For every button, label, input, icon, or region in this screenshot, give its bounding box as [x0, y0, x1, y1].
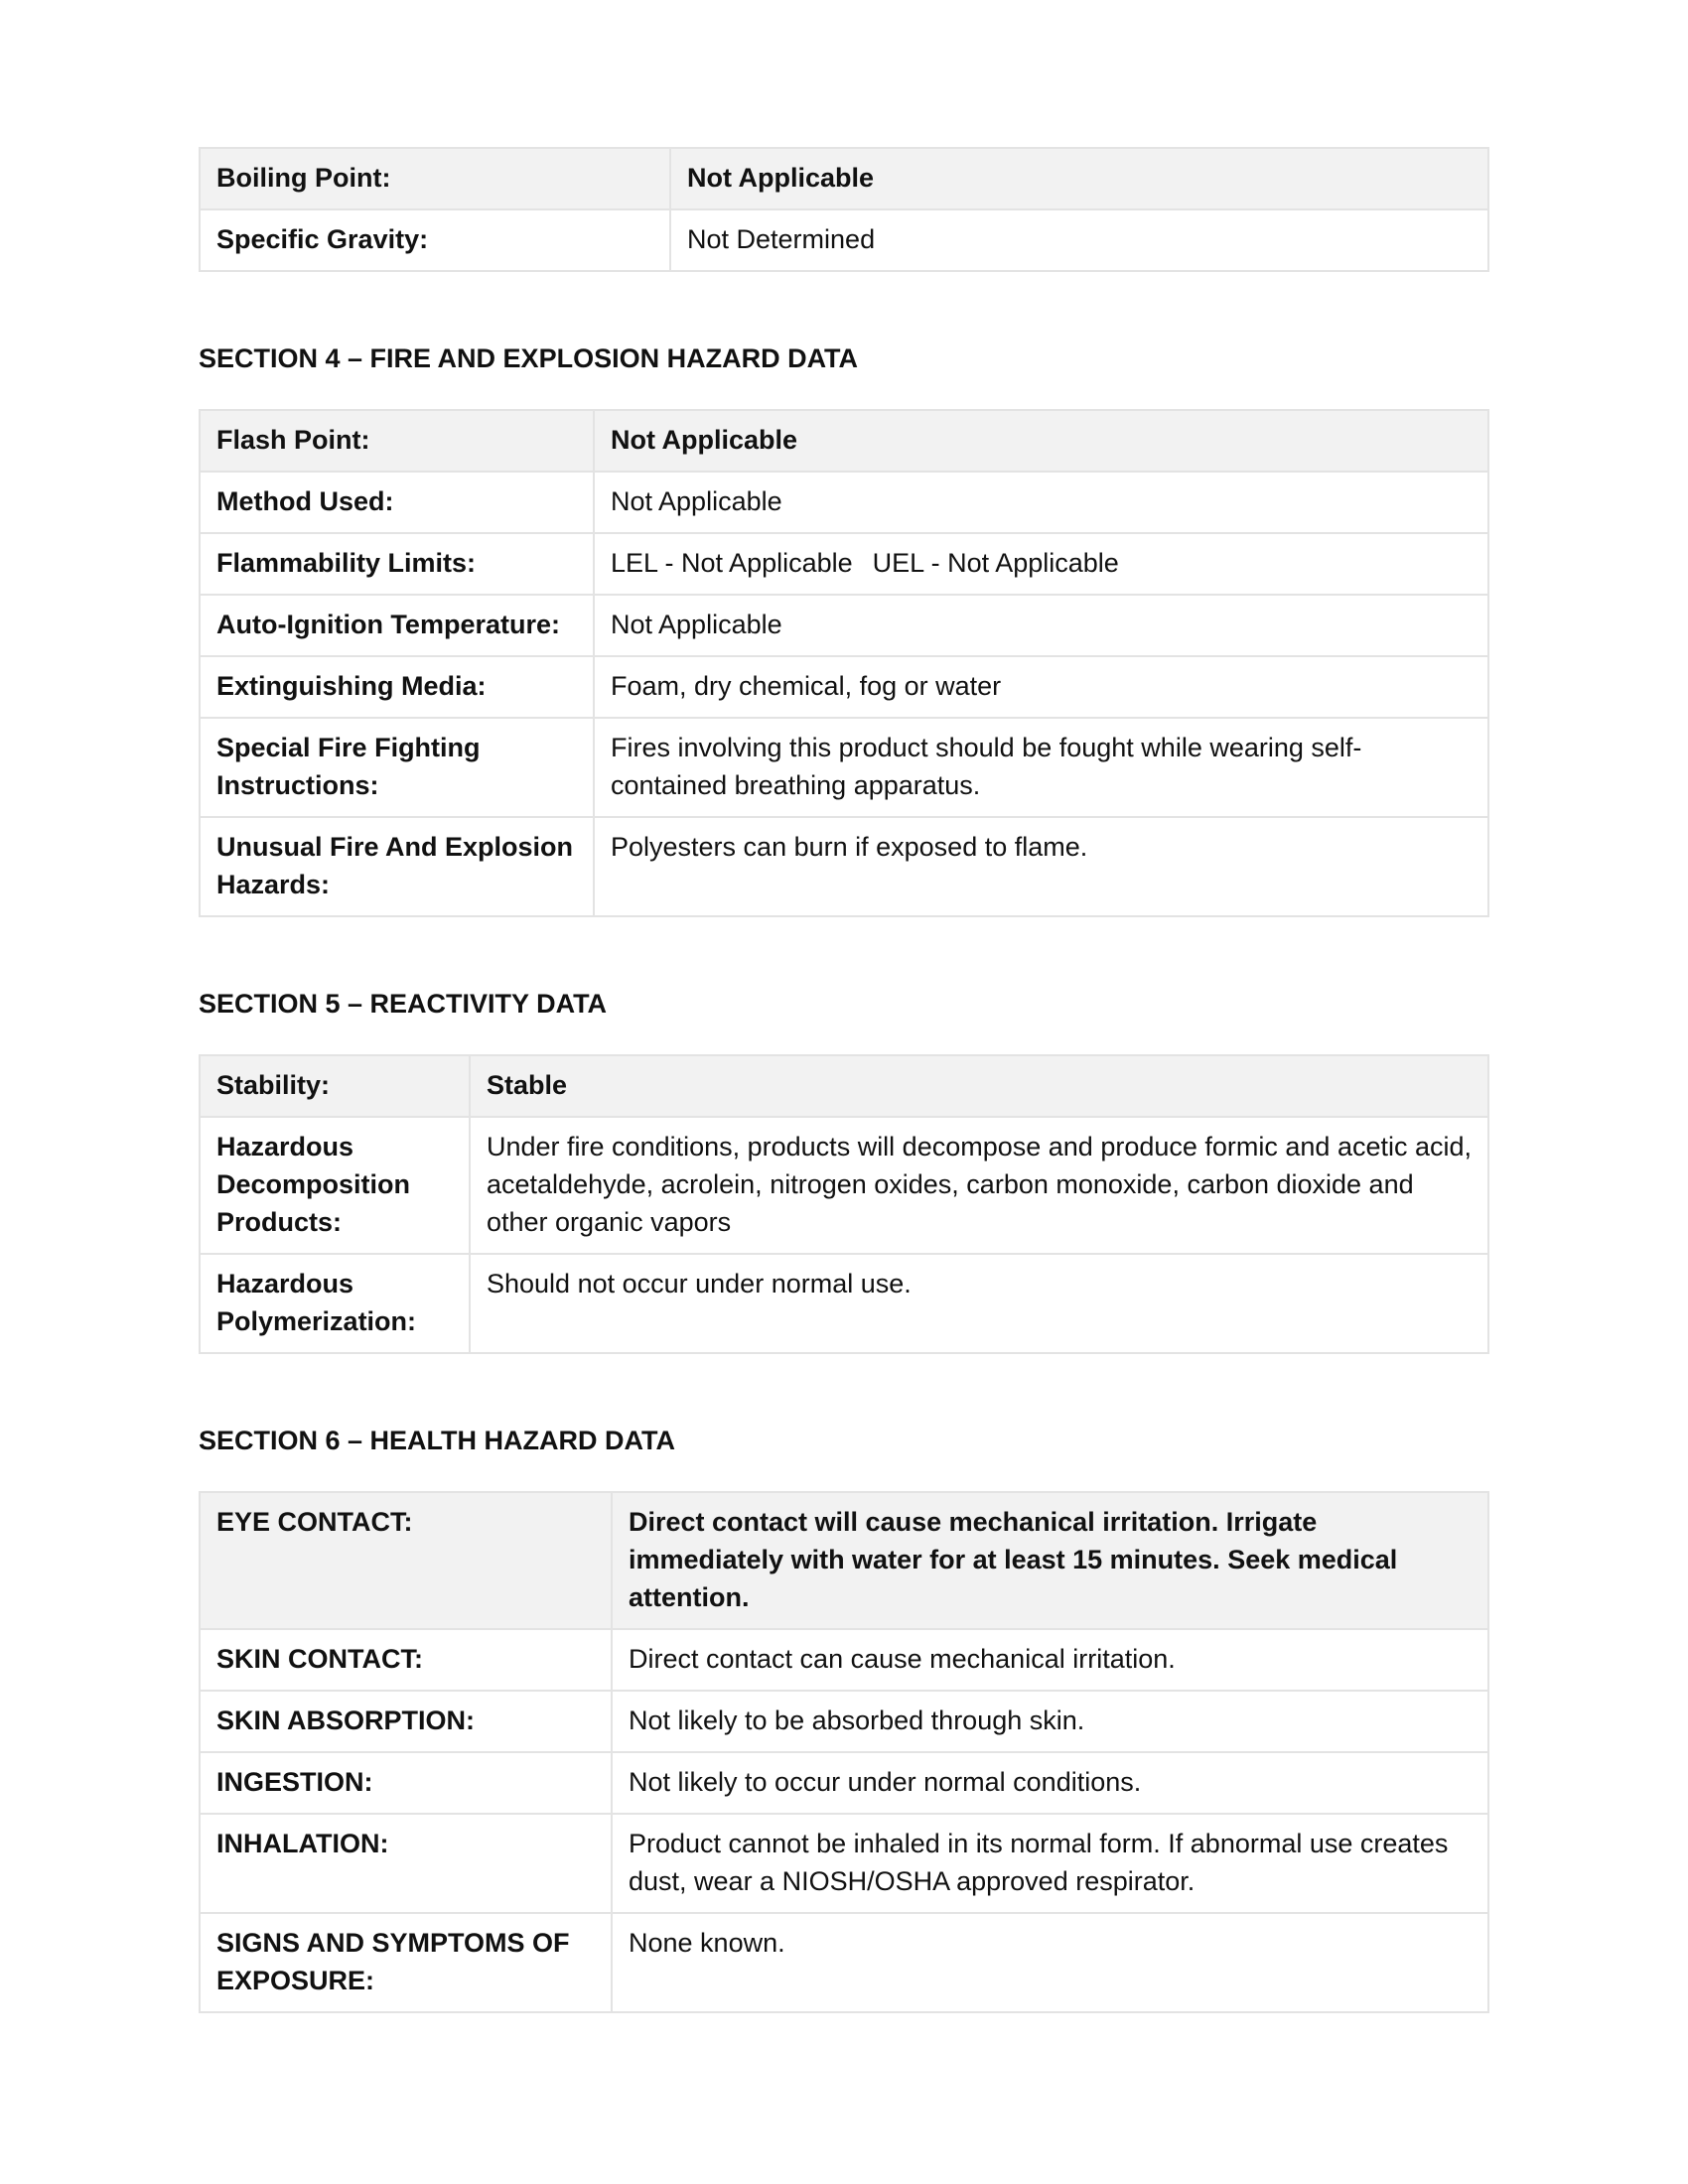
row-value: Foam, dry chemical, fog or water: [594, 656, 1488, 718]
table-row: [200, 1691, 1488, 1752]
row-label: INHALATION:: [200, 1814, 612, 1913]
row-value: Not Determined: [670, 209, 1488, 271]
section-6-heading: SECTION 6 – HEALTH HAZARD DATA: [199, 1426, 676, 1455]
table-row: [200, 817, 1488, 916]
row-label: SIGNS AND SYMPTOMS OF EXPOSURE:: [200, 1913, 612, 2012]
row-value: Not Applicable: [594, 595, 1488, 656]
table-row: [200, 1492, 1488, 1629]
row-label: Boiling Point:: [200, 148, 670, 209]
table-row: [200, 1055, 1488, 1117]
row-value: Product cannot be inhaled in its normal form. If abnormal use creates dust, wear a NIOSH/OSHA approved respirator.: [612, 1814, 1488, 1913]
table-row: [200, 1117, 1488, 1254]
row-label: Hazardous Polymerization:: [200, 1254, 470, 1353]
row-label: Auto-Ignition Temperature:: [200, 595, 594, 656]
row-label: SKIN ABSORPTION:: [200, 1691, 612, 1752]
table-row: [200, 533, 1488, 595]
table-row: [200, 410, 1488, 472]
row-label: Unusual Fire And Explosion Hazards:: [200, 817, 594, 916]
table-row: [200, 472, 1488, 533]
row-value: Not likely to be absorbed through skin.: [612, 1691, 1488, 1752]
document-page: [199, 147, 1489, 2013]
row-value: Stable: [470, 1055, 1488, 1117]
fire-explosion-table: [199, 409, 1489, 917]
row-value: Direct contact can cause mechanical irritation.: [612, 1629, 1488, 1691]
row-value: Under fire conditions, products will decompose and produce formic and acetic acid, acetaldehyde, acrolein, nitrogen oxides, carbon monoxide, carbon dioxide and other organic vapors: [470, 1117, 1488, 1254]
table-row: [200, 1814, 1488, 1913]
row-label: Stability:: [200, 1055, 470, 1117]
row-value: [594, 533, 1488, 595]
row-label: Method Used:: [200, 472, 594, 533]
table-row: [200, 1752, 1488, 1814]
lel-value: LEL - Not Applicable: [611, 548, 853, 578]
row-label: Flammability Limits:: [200, 533, 594, 595]
table-row: [200, 1913, 1488, 2012]
health-hazard-table: [199, 1491, 1489, 2013]
row-value: Direct contact will cause mechanical irritation. Irrigate immediately with water for at least 15 minutes. Seek medical attention.: [612, 1492, 1488, 1629]
row-label: Special Fire Fighting Instructions:: [200, 718, 594, 817]
reactivity-table: [199, 1054, 1489, 1354]
table-row: [200, 656, 1488, 718]
row-value: Polyesters can burn if exposed to flame.: [594, 817, 1488, 916]
physical-data-table: [199, 147, 1489, 272]
row-value: Not Applicable: [594, 410, 1488, 472]
row-label: EYE CONTACT:: [200, 1492, 612, 1629]
row-label: Extinguishing Media:: [200, 656, 594, 718]
table-row: [200, 209, 1488, 271]
table-row: [200, 1629, 1488, 1691]
section-5-heading: SECTION 5 – REACTIVITY DATA: [199, 989, 608, 1019]
row-value: None known.: [612, 1913, 1488, 2012]
row-value: Fires involving this product should be fought while wearing self-contained breathing apparatus.: [594, 718, 1488, 817]
row-label: INGESTION:: [200, 1752, 612, 1814]
row-label: SKIN CONTACT:: [200, 1629, 612, 1691]
table-row: [200, 595, 1488, 656]
row-value: Not Applicable: [670, 148, 1488, 209]
table-row: [200, 148, 1488, 209]
row-value: Should not occur under normal use.: [470, 1254, 1488, 1353]
row-value: Not likely to occur under normal conditions.: [612, 1752, 1488, 1814]
uel-value: UEL - Not Applicable: [872, 548, 1119, 578]
table-row: [200, 718, 1488, 817]
table-row: [200, 1254, 1488, 1353]
row-value: Not Applicable: [594, 472, 1488, 533]
row-label: Flash Point:: [200, 410, 594, 472]
section-4-heading: SECTION 4 – FIRE AND EXPLOSION HAZARD DATA: [199, 343, 859, 373]
row-label: Hazardous Decomposition Products:: [200, 1117, 470, 1254]
row-label: Specific Gravity:: [200, 209, 670, 271]
